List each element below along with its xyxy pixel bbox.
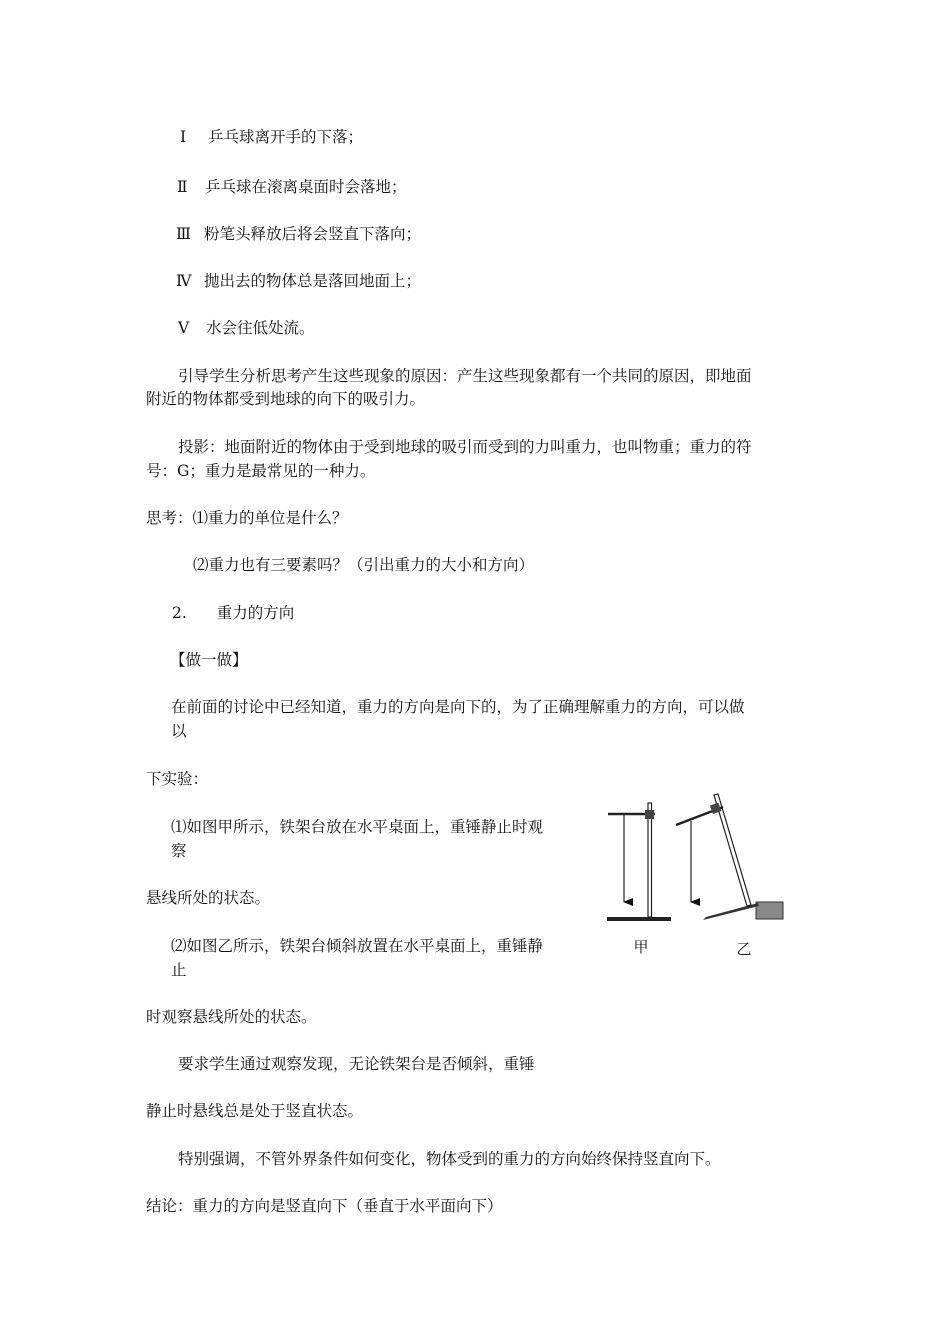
section-heading — [172, 603, 294, 623]
paragraph-line: 悬线所处的状态。 — [146, 889, 271, 907]
activity-heading: 【做一做】 — [170, 651, 248, 669]
list-text: 乒乓球离开手的下落； — [208, 128, 364, 146]
tilted-stand-diagram — [676, 794, 783, 920]
iron-stand-figure — [600, 785, 800, 930]
paragraph-line: ⑴如图甲所示，铁架台放在水平桌面上，重锤静止时观 — [171, 818, 544, 836]
upright-stand-diagram — [607, 803, 671, 921]
paragraph-line: 时观察悬线所处的状态。 — [146, 1008, 317, 1026]
list-number: Ⅳ — [176, 272, 192, 290]
paragraph-line: 引导学生分析思考产生这些现象的原因：产生这些现象都有一个共同的原因，即地面 — [178, 367, 752, 385]
list-number: Ⅱ — [177, 178, 188, 196]
section-number: 2. — [172, 604, 187, 622]
list-text: 抛出去的物体总是落回地面上； — [204, 272, 422, 290]
figure-label-yi: 乙 — [736, 940, 752, 958]
list-number: Ⅲ — [176, 225, 191, 243]
list-text: 粉笔头释放后将会竖直下落向； — [204, 225, 422, 243]
paragraph-line: 要求学生通过观察发现，无论铁架台是否倾斜，重锤 — [178, 1055, 535, 1073]
paragraph-line: 下实验： — [146, 770, 209, 788]
think-question: ⑵重力也有三要素吗？（引出重力的大小和方向） — [193, 556, 535, 574]
section-title: 重力的方向 — [216, 604, 295, 622]
list-item — [176, 271, 421, 291]
conclusion: 结论：重力的方向是竖直向下（垂直于水平面向下） — [146, 1197, 503, 1215]
paragraph-line: 静止时悬线总是处于竖直状态。 — [146, 1102, 364, 1120]
think-question: 思考：⑴重力的单位是什么？ — [146, 509, 348, 527]
list-text: 水会往低处流。 — [206, 319, 315, 337]
list-number: Ⅴ — [178, 319, 190, 337]
paragraph-line: ⑵如图乙所示，铁架台倾斜放置在水平桌面上，重锤静 — [171, 937, 544, 955]
paragraph-line: 特别强调，不管外界条件如何变化，物体受到的重力的方向始终保持竖直向下。 — [178, 1150, 721, 1168]
paragraph-line: 察 — [171, 842, 187, 860]
paragraph-line: 以 — [171, 722, 187, 740]
paragraph-line: 附近的物体都受到地球的向下的吸引力。 — [146, 390, 426, 408]
figure-label-jia: 甲 — [633, 938, 649, 956]
list-item — [178, 318, 315, 338]
paragraph-line: 在前面的讨论中已经知道，重力的方向是向下的，为了正确理解重力的方向，可以做 — [171, 698, 745, 716]
list-item — [176, 224, 421, 244]
paragraph-line: 号：G；重力是最常见的一种力。 — [146, 462, 376, 480]
paragraph-line: 止 — [171, 961, 187, 979]
paragraph-line: 投影：地面附近的物体由于受到地球的吸引而受到的力叫重力，也叫物重；重力的符 — [178, 438, 752, 456]
list-item — [177, 177, 407, 197]
list-text: 乒乓球在滚离桌面时会落地； — [205, 178, 407, 196]
list-number: Ⅰ — [180, 128, 187, 146]
list-item — [180, 127, 363, 147]
